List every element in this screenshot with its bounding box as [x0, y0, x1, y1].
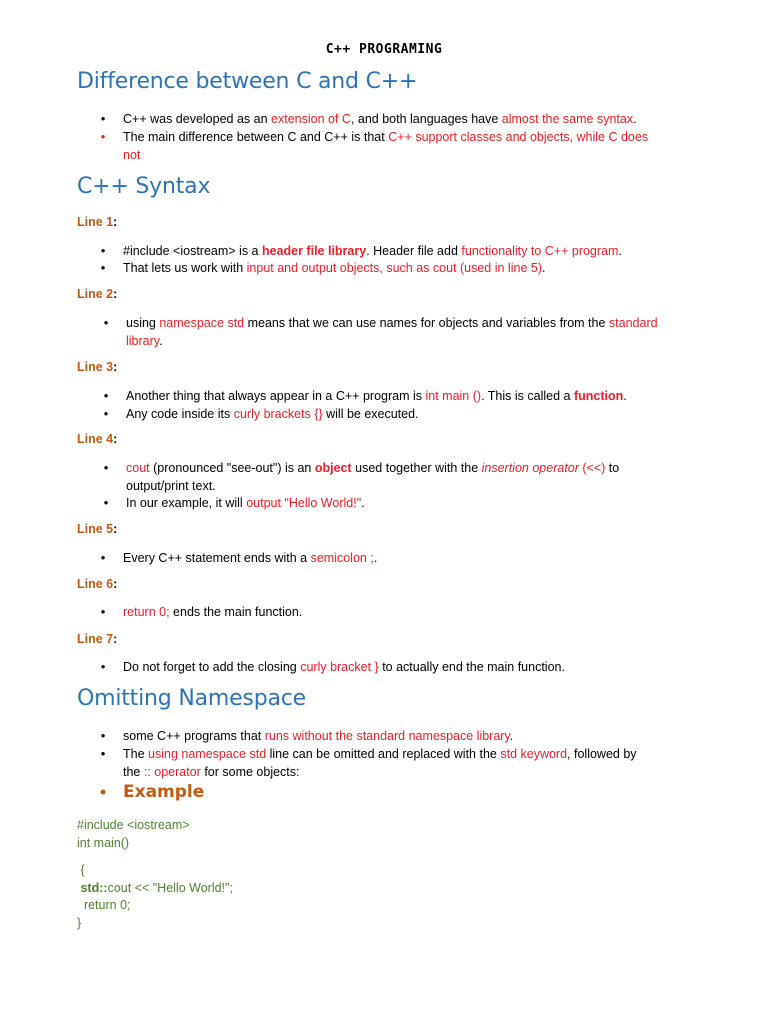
- code-line: return 0;: [77, 898, 131, 912]
- bullet: •: [100, 129, 106, 144]
- bullet: •: [103, 460, 109, 475]
- list-item: Any code inside its curly brackets {} will be executed.: [126, 407, 419, 421]
- bullet: •: [100, 260, 106, 275]
- bullet: •: [103, 495, 109, 510]
- example-label: Example: [123, 782, 205, 802]
- line-label: Line 4:: [77, 432, 118, 446]
- bullet: •: [100, 243, 106, 258]
- line-label: Line 7:: [77, 632, 118, 646]
- bullet: •: [103, 315, 109, 330]
- bullet: •: [100, 550, 106, 565]
- code-line: }: [77, 916, 82, 930]
- list-item: Every C++ statement ends with a semicolon ;.: [123, 551, 378, 565]
- list-item: using namespace std means that we can use names for objects and variables from the standard library.: [126, 316, 658, 348]
- heading-omitting-namespace: Omitting Namespace: [77, 686, 306, 711]
- line-label: Line 2:: [77, 287, 118, 301]
- bullet: •: [100, 604, 106, 619]
- heading-difference: Difference between C and C++: [77, 69, 418, 94]
- heading-syntax: C++ Syntax: [77, 174, 211, 199]
- list-item: That lets us work with input and output objects, such as cout (used in line 5).: [123, 261, 546, 275]
- bullet: •: [100, 728, 106, 743]
- list-item: C++ was developed as an extension of C, and both languages have almost the same syntax.: [123, 112, 637, 126]
- code-line: int main(): [77, 836, 130, 850]
- bullet: •: [100, 746, 106, 761]
- list-item: Do not forget to add the closing curly bracket } to actually end the main function.: [123, 660, 565, 674]
- bullet: •: [100, 111, 106, 126]
- list-item: Another thing that always appear in a C++ program is int main (). This is called a function.: [126, 389, 627, 403]
- list-item: The using namespace std line can be omitted and replaced with the std keyword, followed by the :: operator for some objects:: [123, 747, 637, 779]
- line-label: Line 5:: [77, 522, 118, 536]
- bullet: •: [99, 782, 107, 802]
- code-line: {: [77, 863, 85, 877]
- bullet: •: [103, 388, 109, 403]
- list-item: #include <iostream> is a header file library. Header file add functionality to C++ program.: [123, 244, 622, 258]
- list-item: some C++ programs that runs without the standard namespace library.: [123, 729, 514, 743]
- list-item: The main difference between C and C++ is that C++ support classes and objects, while C does not: [123, 130, 649, 162]
- code-line: #include <iostream>: [77, 818, 190, 832]
- list-item: return 0; ends the main function.: [123, 605, 303, 619]
- line-label: Line 3:: [77, 360, 118, 374]
- list-item: In our example, it will output "Hello World!".: [126, 496, 365, 510]
- document-title: C++ PROGRAMING: [325, 42, 443, 57]
- bullet: •: [103, 406, 109, 421]
- list-item: cout (pronounced "see-out") is an object used together with the insertion operator (<<) to output/print text.: [126, 461, 620, 493]
- code-line: std::cout << "Hello World!";: [77, 881, 233, 895]
- line-label: Line 1:: [77, 215, 118, 229]
- line-label: Line 6:: [77, 577, 118, 591]
- bullet: •: [100, 659, 106, 674]
